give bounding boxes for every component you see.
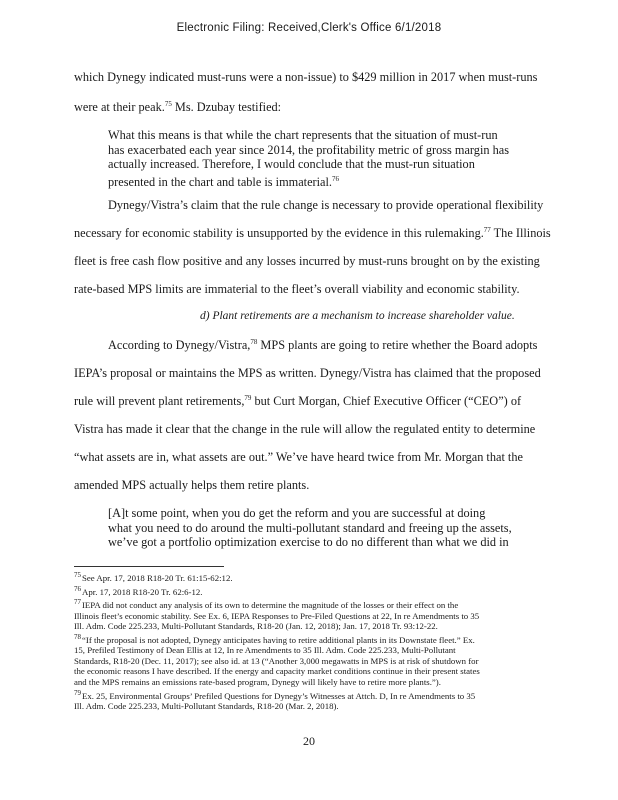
body-line: rate-based MPS limits are immaterial to the fleet’s overall viability and economic stability. [74, 282, 520, 296]
body-line: fleet is free cash flow positive and any losses incurred by must-runs brought on by the existing [74, 254, 540, 268]
quote-line: presented in the chart and table is immaterial.$^{76}$ [108, 174, 339, 189]
footnote-divider [74, 566, 224, 567]
footnote-78-cont: Standards, R18-20 (Dec. 11, 2017); see also id. at 13 (“Another 3,000 megawatts in MPS is at risk of shutdown for [74, 655, 479, 666]
footnote-ref: 76 [332, 174, 339, 183]
body-line: “what assets are in, what assets are out.” We’ve have heard twice from Mr. Morgan that the [74, 450, 523, 464]
footnote-77-cont: Illinois fleet’s economic stability. See Ex. 6, IEPA Responses to Pre-Filed Questions at 22, In re Amendments to 35 [74, 610, 480, 621]
footnote-75: $^{75}$See Apr. 17, 2018 R18-20 Tr. 61:15-62:12. [74, 571, 233, 583]
footnote-79-cont: Ill. Adm. Code 225.233, Multi-Pollutant Standards, R18-20 (Mar. 2, 2018). [74, 701, 339, 712]
quote-line: we’ve got a portfolio optimization exercise to do no different than what we did in [108, 535, 509, 549]
footnote-ref: 77 [483, 226, 491, 234]
block-quote-dzubay [108, 128, 560, 189]
filing-header: Electronic Filing: Received,Clerk's Office 6/1/2018 [176, 22, 442, 34]
body-line: which Dynegy indicated must-runs were a non-issue) to $429 million in 2017 when must-runs [74, 70, 538, 84]
page-number: 20 [303, 734, 315, 748]
body-line: According to Dynegy/Vistra,$^{78}$ MPS plants are going to retire whether the Board adopts [108, 338, 538, 353]
footnote-76: $^{76}$Apr. 17, 2018 R18-20 Tr. 62:6-12. [74, 584, 203, 597]
body-line: amended MPS actually helps them retire plants. [74, 478, 310, 492]
section-heading: d) Plant retirements are a mechanism to increase shareholder value. [200, 310, 515, 322]
footnote-ref: 75 [164, 100, 172, 108]
body-line: were at their peak.$^{75}$ Ms. Dzubay testified: [74, 100, 282, 115]
footnote-78: $^{78}$“If the proposal is not adopted, Dynegy anticipates having to retire additional plants in its Downstate fleet.” Ex. [74, 632, 475, 645]
footnote-ref: 79 [244, 394, 252, 402]
quote-line: [A]t some point, when you do get the reform and you are successful at doing [108, 506, 486, 520]
quote-line: What this means is that while the chart represents that the situation of must-run [108, 128, 498, 142]
footnote-77: $^{77}$IEPA did not conduct any analysis of its own to determine the magnitude of the losses or their effect on the [74, 598, 459, 610]
footnote-79: $^{79}$Ex. 25, Environmental Groups’ Prefiled Questions for Dynegy’s Witnesses at Attch. D, In re Amendments to 35 [74, 688, 476, 701]
footnotes [74, 570, 560, 712]
footnote-78-cont: and the MPS remains an emissions rate-based program, Dynegy will likely have to retire more plants.”). [74, 677, 441, 688]
quote-line: actually increased. Therefore, I would conclude that the must-run situation [108, 157, 475, 171]
footnote-ref: 78 [250, 338, 258, 346]
quote-line: has exacerbated each year since 2014, the profitability metric of gross margin has [108, 142, 509, 157]
body-line: necessary for economic stability is unsupported by the evidence in this rulemaking.$^{77}$ The Illinois [74, 226, 551, 241]
quote-line: what you need to do around the multi-pollutant standard and freeing up the assets, [108, 520, 512, 535]
footnote-78-cont: the economic reasons I have described. If the energy and capacity market conditions continue in their present states [74, 666, 480, 677]
body-line: Dynegy/Vistra’s claim that the rule change is necessary to provide operational flexibility [108, 198, 544, 212]
body-line: IEPA’s proposal or maintains the MPS as written. Dynegy/Vistra has claimed that the proposed [74, 366, 541, 380]
block-quote-morgan [108, 506, 560, 550]
footnote-78-cont: 15, Prefiled Testimony of Dean Ellis at 12, In re Amendments to 35 Ill. Adm. Code 225.233, Multi-Pollutant [74, 645, 456, 656]
body-line: Vistra has made it clear that the change in the rule will allow the regulated entity to determine [74, 422, 536, 436]
footnote-77-cont: Ill. Adm. Code 225.233, Multi-Pollutant Standards, R18-20 (Jan. 12, 2018); Jan. 17, 2018 Tr. 93:12-22. [74, 621, 438, 632]
body-line: rule will prevent plant retirements,$^{79}$ but Curt Morgan, Chief Executive Officer (“CEO”) of [74, 394, 522, 409]
